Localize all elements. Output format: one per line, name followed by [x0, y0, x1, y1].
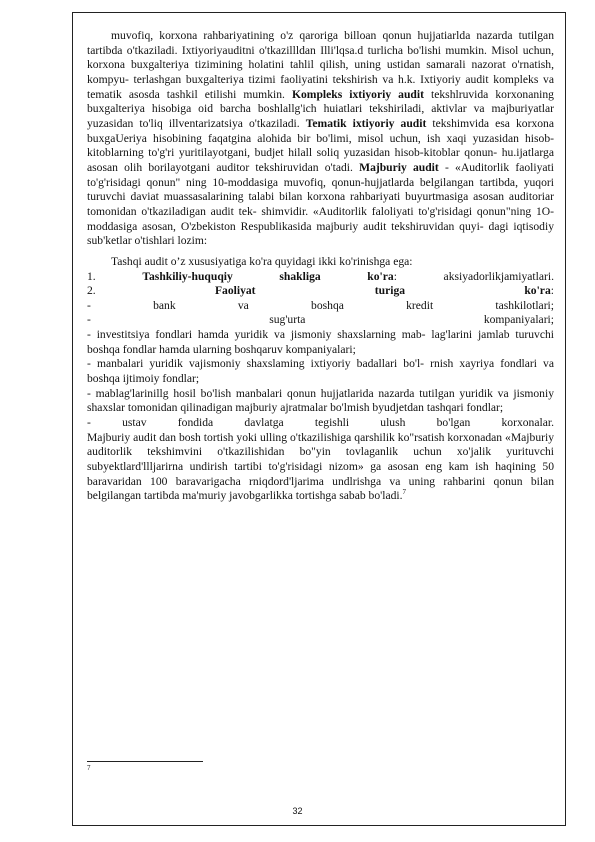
dash-item-charity-funds: - manbalari yuridik vajismoniy shaxslaming ixtiyoriy badallari bo'l- rnish xayriya fondlari va boshqa ijtimoiy fondlar;	[87, 357, 554, 386]
list-item-1-text: : aksiyadorlikjamiyatlari.	[393, 269, 554, 283]
paragraph1-text: muvofiq, korxona rahbariyatining o'z qaroriga billoan qonun hujjatiarlda nazarda tutilgan tartibda o'tkaziladi. Ixtiyoriyauditni o'tkazillldan Illi'lqsa.d turlicha bo'lishi mumkin. Misol uchun, korxona buxgalteriya tizimining holatini tahlil qilish, uning ustidan samarali nazorat o'rnatish, kompyu- terlashgan buxgalteriya tizimi faoliyatini tekshirish va h.k. Ixtiyoriy audit kompleks va tematik asosda tashkil etilishi mumkin.	[87, 29, 554, 101]
external-audit-intro	[87, 255, 554, 270]
majburiy-audit-description: - «Auditorlik faoliyati to'g'risidagi qonun" ning 10-moddasiga muvofiq, qonun-hujjatlarda belgilangan tartibda, yuqori turuvchi daviat muassasalarining talabi bilan korxona rahbariyati buyurtmasiga asosan auditoriar tomonidan o'tkaziladigan audit tek- shimvidir. «Auditorlik faloliyati to'g'risidagi qonun"ning 1O-moddasiga asosan, O'zbekiston Respublikasida majburiy audit tekshiruvidan quyi- dagi iqtisodiy sub'ketlar o'tishlari lozim:	[87, 160, 554, 248]
page-number: 32	[292, 806, 303, 816]
penalty-paragraph-text: Majburiy audit dan bosh tortish yoki ulling o'tkazilishiga qarshilik ko"rsatish korxonadan «Majburiy auditorlik tekshimvini o'tkazilishidan bo"yin tovlaganlik uchun xo'jalik yurituvchi subyektlard'llljarirna undirish tartibi to'g'risidagi nizom» ga asosan eng kam ish haqining 50 baravaridan 100 baravarigacha rniqdord'ljarima undlrishga va uning rahbarini qonun bilan belgilangan tartibda ma'muriy javobgarlikka tortishga sabab bo'ladi.	[87, 430, 554, 503]
paragraph-audit-types	[87, 29, 554, 249]
tematik-audit-description: tekshimvida esa korxona buxgaUeriya hisobining faqatgina alohida bir bo'limi, misol uchun, ish xaqi yuzasidan hisob-kitoblarning to'g'ri yuritilayotgani, budjet hilall soliq yuzasidan hisob-kitoblar qonun- hu.ijatlarga asosan olih borilayotgani auditor tekshiruvidan o'tadi.	[87, 116, 554, 174]
footnote-reference[interactable]: 7	[402, 488, 407, 497]
document-body	[87, 29, 554, 504]
list-item-1-number: 1.	[87, 269, 96, 283]
external-audit-intro-text: Tashqi audit o’z xususiyatiga ko'ra quyidagi ikki ko'rinishga ega:	[111, 254, 413, 268]
kompleks-audit-description: tekshlruvida korxonaning buxgalteriya hisobiga oid barcha boshlallg'ich huiatlari tekshiriladi, aktivlar va majburiyatlar yuzasidan to'liq illventarizatsiya o'tkaziladi.	[87, 87, 554, 130]
list-item-1-term: Tashkiliy-huquqiy shakliga ko'ra	[142, 269, 394, 283]
dash-item-investment-funds: - investitsiya fondlari hamda yuridik va jismoniy shaxslarning mab- lag'larini jamlab turuvchi boshqa fondlar hamda ularning boshqaruv kompaniyalari;	[87, 328, 554, 356]
footnote-mark: 7	[87, 764, 91, 772]
footnote-divider	[87, 761, 203, 762]
list-item-2-number: 2.	[87, 284, 96, 298]
dash-item-extrabudget-funds: - mablag'larinillg hosil bo'lish manbalari qonun hujjatlarida nazarda tutilgan yuridik va jismoniy shaxslar tomonidan qilinadigan majburiy ajratmalar bo'lmish byudjetdan tashqari fondlar;	[87, 386, 554, 415]
term-tematik-audit: Tematik ixtiyoriy audit	[305, 116, 427, 130]
list-item-2	[87, 284, 554, 299]
list-item-1	[87, 270, 554, 285]
dash-item-insurance: - sug'urta kompaniyalari;	[87, 313, 554, 327]
list-item-2-text: :	[550, 284, 554, 298]
term-majburiy-audit: Majburiy audit	[359, 160, 439, 174]
dash-item-state-share: - ustav fondida davlatga tegishli ulush bo'lgan korxonalar.	[87, 416, 554, 430]
list-item-2-term: Faoliyat turiga ko'ra	[214, 284, 551, 298]
penalty-paragraph	[87, 431, 554, 504]
dash-item-banks: - bank va boshqa kredit tashkilotlari;	[87, 298, 554, 312]
term-kompleks-audit: Kompleks ixtiyoriy audit	[291, 87, 424, 101]
